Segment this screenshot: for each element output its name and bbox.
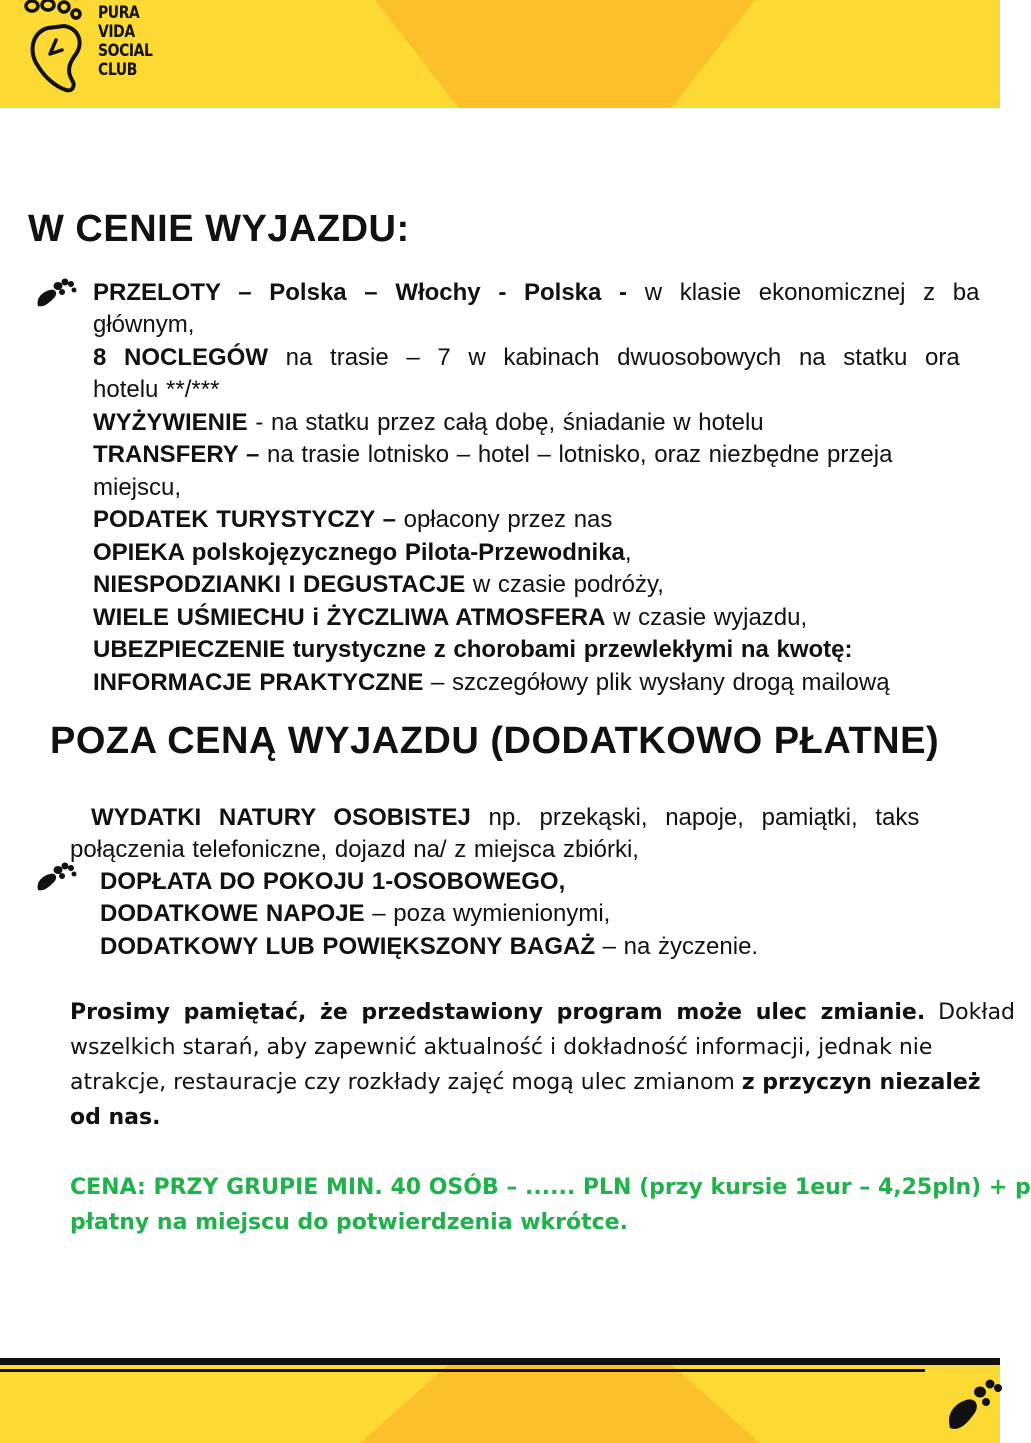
included-item-transfers-cont [93,472,181,504]
item-bold: WYDATKI NATURY OSOBISTEJ [91,804,471,831]
included-item-atmosphere [93,602,807,634]
footer-rule-thin [0,1369,925,1372]
footer-band [0,1365,1000,1443]
logo-line: CLUB [98,60,137,80]
included-item-flights [93,277,980,309]
notice-bold: od nas. [70,1105,161,1130]
item-text: na trasie lotnisko – hotel – lotnisko, oraz niezbędne przeja [259,441,893,468]
item-text: – szczegółowy plik wysłany drogą mailową [423,669,890,696]
item-text: – na życzenie. [595,933,759,960]
item-text: miejscu, [93,474,182,501]
extra-item-personal-cont [70,834,639,866]
extra-item-personal [91,802,919,834]
included-item-meals [93,407,764,439]
item-bold: WIELE UŚMIECHU i ŻYCZLIWA ATMOSFERA [93,604,606,631]
header-ray [375,0,755,108]
included-item-tax [93,504,612,536]
item-text: , [624,539,632,566]
item-bold: UBEZPIECZENIE turystyczne z chorobami przewlekłymi na kwotę: [93,636,853,663]
notice-text: Dokład [925,1000,1016,1025]
section-included-title: W CENIE WYJAZDU: [28,208,410,250]
item-bold: PODATEK TURYSTYCZY – [93,506,396,533]
item-text: głównym, [93,311,195,338]
item-text: połączenia telefoniczne, dojazd na/ z miejsca zbiórki, [70,836,639,863]
item-bold: DODATKOWE NAPOJE [100,900,365,927]
item-text: na trasie – 7 w kabinach dwuosobowych na statku ora [268,344,960,371]
included-item-transfers [93,439,892,471]
notice-text: wszelkich starań, aby zapewnić aktualność i dokładność informacji, jednak nie [70,1035,933,1060]
extra-item-drinks [100,898,610,930]
footprint-icon [34,276,78,310]
item-bold: DODATKOWY LUB POWIĘKSZONY BAGAŻ [100,933,595,960]
footer-rule [0,1358,1000,1365]
notice-line [70,1030,932,1065]
included-item-nights [93,342,960,374]
included-item-guide [93,537,632,569]
item-bold: DOPŁATA DO POKOJU 1-OSOBOWEGO, [100,868,566,895]
included-item-info [93,667,890,699]
included-item-surprises [93,569,664,601]
item-bold: TRANSFERY – [93,441,260,468]
extra-item-single-room [100,866,565,898]
price-line: płatny na miejscu do potwierdzenia wkrótce. [70,1210,628,1235]
item-text: – poza wymienionymi, [364,900,611,927]
item-bold: WYŻYWIENIE [93,409,248,436]
included-item-nights-cont [93,374,219,406]
item-bold: OPIEKA polskojęzycznego Pilota-Przewodnika [93,539,625,566]
logo-line: PURA [98,3,140,23]
logo-line: SOCIAL [98,41,153,61]
section-extra-title: POZA CENĄ WYJAZDU (DODATKOWO PŁATNE) [50,720,940,762]
included-item-insurance [93,634,853,666]
logo-line: VIDA [98,22,135,42]
item-text: np. przekąski, napoje, pamiątki, taks [470,804,920,831]
item-text: hotelu **/*** [93,376,220,403]
extra-item-luggage [100,931,758,963]
footprint-icon [34,860,78,894]
item-bold: INFORMACJE PRAKTYCZNE [93,669,424,696]
item-bold: 8 NOCLEGÓW [93,344,269,371]
included-item-flights-cont [93,309,194,341]
item-text: w czasie wyjazdu, [605,604,808,631]
item-text: opłacony przez nas [395,506,613,533]
item-bold: NIESPODZIANKI I DEGUSTACJE [93,571,466,598]
price-line: CENA: PRZY GRUPIE MIN. 40 OSÓB – ...... PLN (przy kursie 1eur – 4,25pln) + p [70,1175,1031,1200]
notice-bold: Prosimy pamiętać, że przedstawiony program może ulec zmianie. [70,1000,926,1025]
footer-ray [360,1365,760,1443]
item-text: - na statku przez całą dobę, śniadanie w hotelu [247,409,764,436]
notice-line [70,1065,981,1100]
notice-text: atrakcje, restauracje czy rozkłady zajęć mogą ulec zmianom [70,1070,742,1095]
item-text: w klasie ekonomicznej z ba [627,279,980,306]
notice-line [70,1100,160,1135]
pura-vida-logo [18,0,158,100]
logo-footprint-icon [18,0,98,100]
item-bold: PRZELOTY – Polska – Włochy - Polska - [93,279,628,306]
notice-bold: z przyczyn niezależ [741,1070,981,1095]
logo-text [98,4,153,80]
item-text: w czasie podróży, [465,571,664,598]
notice-line [70,995,1015,1030]
footprint-icon [946,1372,1000,1432]
